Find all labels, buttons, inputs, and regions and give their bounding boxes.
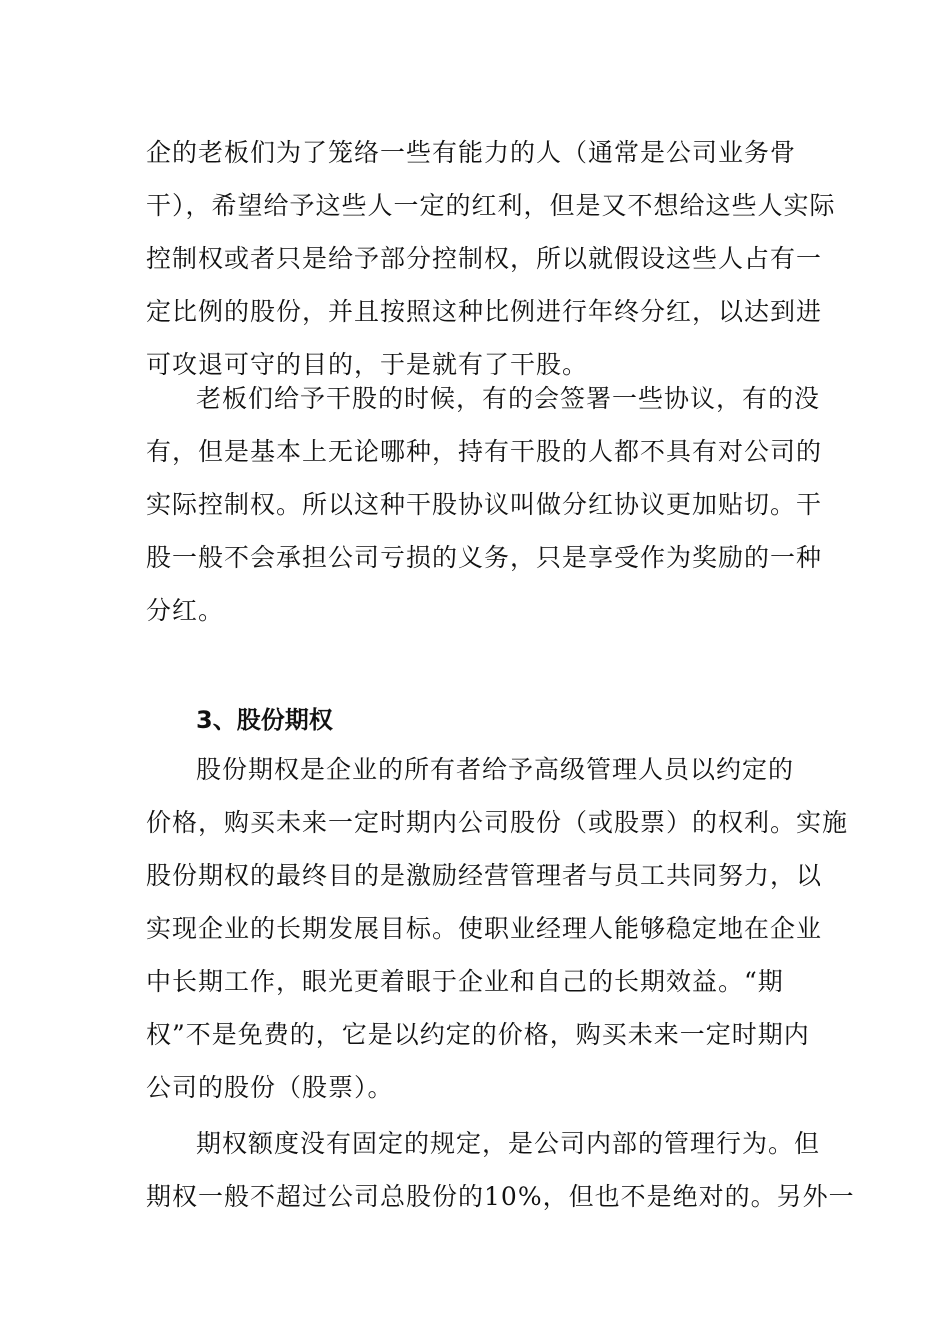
text-line: 定比例的股份，并且按照这种比例进行年终分红，以达到进 (146, 297, 823, 326)
paragraph-stock-option-definition (146, 743, 849, 1114)
text-line: 控制权或者只是给予部分控制权，所以就假设这些人占有一 (146, 244, 823, 273)
text-line: 股一般不会承担公司亏损的义务，只是享受作为奖励的一种 (146, 543, 823, 572)
section-heading: 3、股份期权 (196, 706, 333, 734)
text-line: 股份期权的最终目的是激励经营管理者与员工共同努力，以 (146, 861, 823, 890)
paragraph-option-quota (146, 1117, 855, 1223)
paragraph-ganggu-definition (146, 126, 836, 391)
text-line: 公司的股份（股票）。 (146, 1073, 394, 1102)
text-line: 有，但是基本上无论哪种，持有干股的人都不具有对公司的 (146, 437, 823, 466)
text-line: 股份期权是企业的所有者给予高级管理人员以约定的 (196, 755, 795, 784)
text-line: 干），希望给予这些人一定的红利，但是又不想给这些人实际 (146, 191, 836, 220)
text-line: 可攻退可守的目的，于是就有了干股。 (146, 350, 589, 379)
text-line: 实现企业的长期发展目标。使职业经理人能够稳定地在企业 (146, 914, 823, 943)
text-line: 实际控制权。所以这种干股协议叫做分红协议更加贴切。干 (146, 490, 823, 519)
text-line: 老板们给予干股的时候，有的会签署一些协议，有的没 (196, 384, 821, 413)
text-line: 中长期工作，眼光更着眼于企业和自己的长期效益。“期 (146, 967, 784, 996)
text-line: 期权额度没有固定的规定，是公司内部的管理行为。但 (196, 1129, 821, 1158)
text-line: 权”不是免费的，它是以约定的价格，购买未来一定时期内 (146, 1020, 810, 1049)
text-line: 价格，购买未来一定时期内公司股份（或股票）的权利。实施 (146, 808, 849, 837)
text-line: 期权一般不超过公司总股份的10%，但也不是绝对的。另外一 (146, 1182, 855, 1211)
text-line: 企的老板们为了笼络一些有能力的人（通常是公司业务骨 (146, 138, 797, 167)
text-line: 分红。 (146, 596, 225, 625)
paragraph-ganggu-agreement (146, 372, 823, 637)
